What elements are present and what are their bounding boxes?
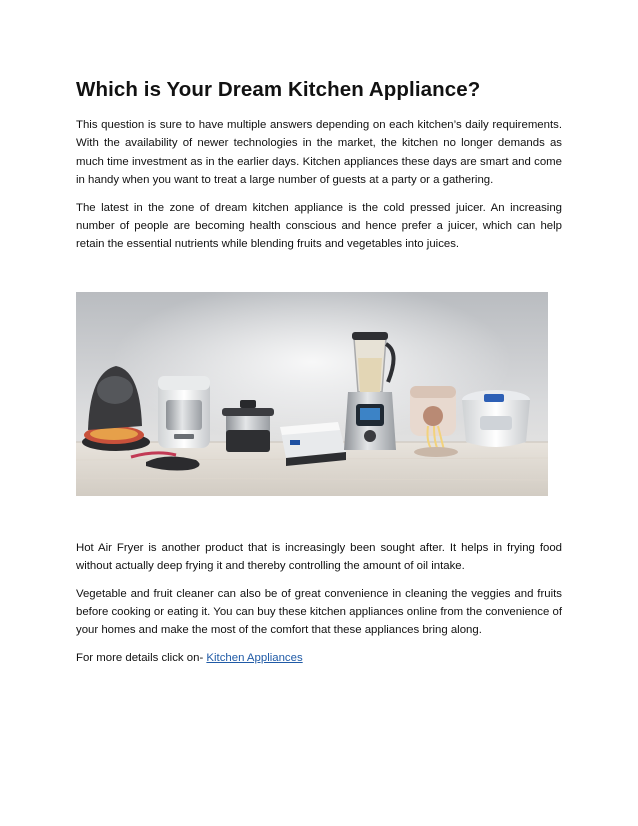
kitchen-appliances-link[interactable]: Kitchen Appliances — [206, 651, 303, 664]
paragraph-juicer: The latest in the zone of dream kitchen appliance is the cold pressed juicer. An increasing number of people are becoming health conscious and hence prefer a juicer, which can help retain the essential nutrients while blending fruits and vegetables into juices. — [76, 201, 562, 251]
article — [76, 78, 562, 676]
paragraph-intro: This question is sure to have multiple answers depending on each kitchen’s daily requirements. With the availability of newer technologies in the market, the kitchen no longer demands as much time investment as in the earlier days. Kitchen appliances these days are smart and come in handy when you want to treat a large number of guests at a party or a gathering. — [76, 119, 562, 187]
paragraph-air-fryer: Hot Air Fryer is another product that is increasingly been sought after. It helps in frying food without actually deep frying it and thereby controlling the amount of oil intake. — [76, 541, 562, 573]
article-title: Which is Your Dream Kitchen Appliance? — [76, 78, 481, 101]
paragraph-cleaner: Vegetable and fruit cleaner can also be of great convenience in cleaning the veggies and fruits before cooking or eating it. You can buy these kitchen appliances online from the convenience of your homes and make the most of the comfort that these appliances bring along. — [76, 587, 562, 637]
kitchen-appliances-photo — [76, 292, 548, 496]
more-details-line — [76, 649, 562, 667]
more-details-prefix: For more details click on- — [76, 651, 207, 664]
